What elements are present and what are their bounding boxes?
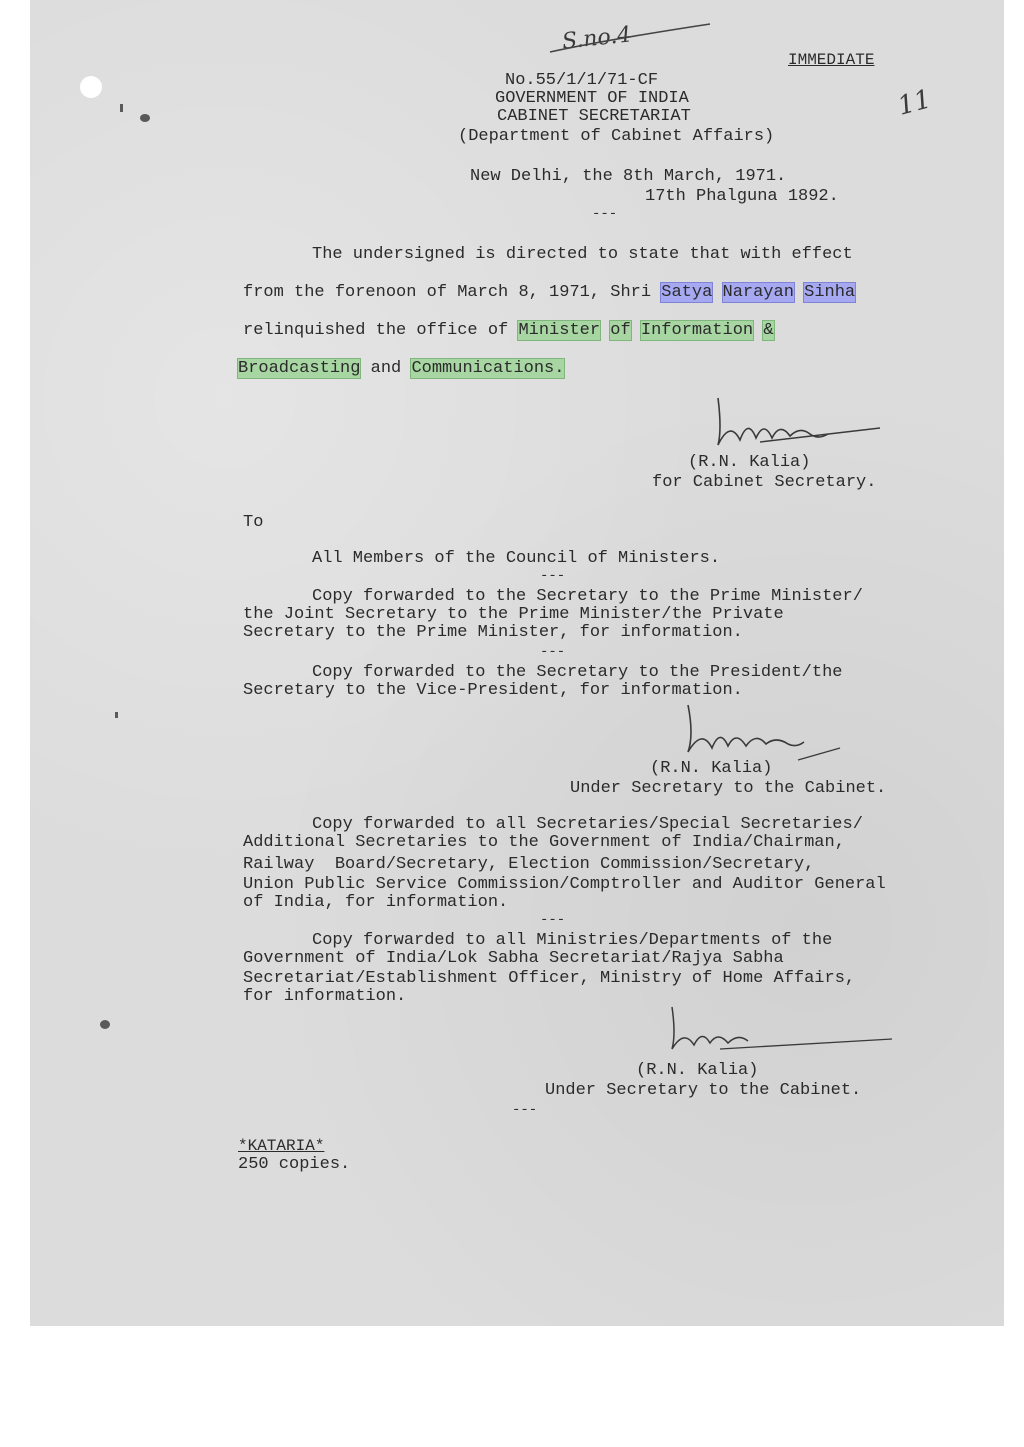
place-date: New Delhi, the 8th March, 1971. bbox=[470, 167, 787, 186]
highlight-name-3: Sinha bbox=[804, 283, 856, 302]
copy-3-line-5: of India, for information. bbox=[243, 893, 509, 912]
highlight-office-4: & bbox=[763, 321, 774, 340]
department-heading: (Department of Cabinet Affairs) bbox=[458, 127, 775, 146]
scan-mark bbox=[115, 712, 118, 718]
file-number: No.55/1/1/71-CF bbox=[505, 71, 659, 90]
body-line-2: from the forenoon of March 8, 1971, Shri Satya Narayan Sinha bbox=[243, 283, 856, 302]
saka-date: 17th Phalguna 1892. bbox=[645, 187, 839, 206]
copy-2-line-1: Copy forwarded to the Secretary to the President/the bbox=[312, 663, 843, 682]
separator: --- bbox=[540, 568, 566, 584]
copy-4-line-2: Government of India/Lok Sabha Secretariat/Rajya Sabha bbox=[243, 949, 784, 968]
typist-reference: *KATARIA* bbox=[238, 1137, 325, 1155]
signature bbox=[680, 700, 850, 765]
name-gap bbox=[794, 283, 804, 302]
highlight-office-6: Communications. bbox=[411, 359, 565, 378]
highlight-office-5: Broadcasting bbox=[238, 359, 361, 378]
copy-1-line-3: Secretary to the Prime Minister, for information. bbox=[243, 623, 743, 642]
copies-count: 250 copies. bbox=[238, 1155, 351, 1174]
signature bbox=[660, 1005, 900, 1065]
copy-4-line-3: Secretariat/Establishment Officer, Ministry of Home Affairs, bbox=[243, 969, 856, 988]
scan-mark bbox=[100, 1020, 110, 1029]
highlight-office-3: Information bbox=[640, 321, 754, 340]
secretariat-heading: CABINET SECRETARIAT bbox=[497, 107, 691, 126]
highlight-office-2: of bbox=[610, 321, 631, 340]
separator: --- bbox=[512, 1102, 538, 1118]
priority-label: IMMEDIATE bbox=[788, 51, 875, 69]
government-heading: GOVERNMENT OF INDIA bbox=[495, 89, 689, 108]
scan-mark bbox=[120, 104, 123, 112]
copy-3-line-1: Copy forwarded to all Secretaries/Special Secretaries/ bbox=[312, 815, 863, 834]
page-number: 11 bbox=[894, 84, 935, 122]
signatory-1-name: (R.N. Kalia) bbox=[688, 453, 811, 472]
highlight-office-1: Minister bbox=[518, 321, 601, 340]
highlight-name-2: Narayan bbox=[722, 283, 794, 302]
separator: --- bbox=[540, 912, 566, 928]
copy-3-line-4: Union Public Service Commission/Comptroller and Auditor General bbox=[243, 875, 886, 894]
signatory-2-title: Under Secretary to the Cabinet. bbox=[570, 779, 887, 798]
punch-hole bbox=[80, 76, 102, 98]
copy-4-line-4: for information. bbox=[243, 987, 407, 1006]
name-gap bbox=[712, 283, 722, 302]
handwritten-stroke bbox=[545, 22, 715, 62]
copy-2-line-2: Secretary to the Vice-President, for information. bbox=[243, 681, 743, 700]
signature bbox=[700, 390, 890, 460]
recipients: All Members of the Council of Ministers. bbox=[312, 549, 721, 568]
copy-1-line-1: Copy forwarded to the Secretary to the Prime Minister/ bbox=[312, 587, 863, 606]
signatory-1-title: for Cabinet Secretary. bbox=[652, 473, 877, 492]
separator: --- bbox=[540, 644, 566, 660]
body-line-4: Broadcasting and Communications. bbox=[238, 359, 565, 378]
body-line-1: The undersigned is directed to state that with effect bbox=[312, 245, 853, 264]
copy-4-line-1: Copy forwarded to all Ministries/Departments of the bbox=[312, 931, 833, 950]
signatory-3-name: (R.N. Kalia) bbox=[636, 1061, 759, 1080]
to-label: To bbox=[243, 513, 264, 532]
separator: --- bbox=[592, 206, 618, 222]
signatory-2-name: (R.N. Kalia) bbox=[650, 759, 773, 778]
signatory-3-title: Under Secretary to the Cabinet. bbox=[545, 1081, 862, 1100]
highlight-name-1: Satya bbox=[661, 283, 713, 302]
body-line-3: relinquished the office of Minister of Information & bbox=[243, 321, 774, 340]
scan-mark bbox=[140, 114, 150, 122]
copy-3-line-2: Additional Secretaries to the Government of India/Chairman, bbox=[243, 833, 845, 852]
handwritten-note: S.no.4 bbox=[560, 22, 633, 55]
copy-1-line-2: the Joint Secretary to the Prime Minister/the Private bbox=[243, 605, 784, 624]
copy-3-line-3: Railway Board/Secretary, Election Commission/Secretary, bbox=[243, 855, 815, 874]
